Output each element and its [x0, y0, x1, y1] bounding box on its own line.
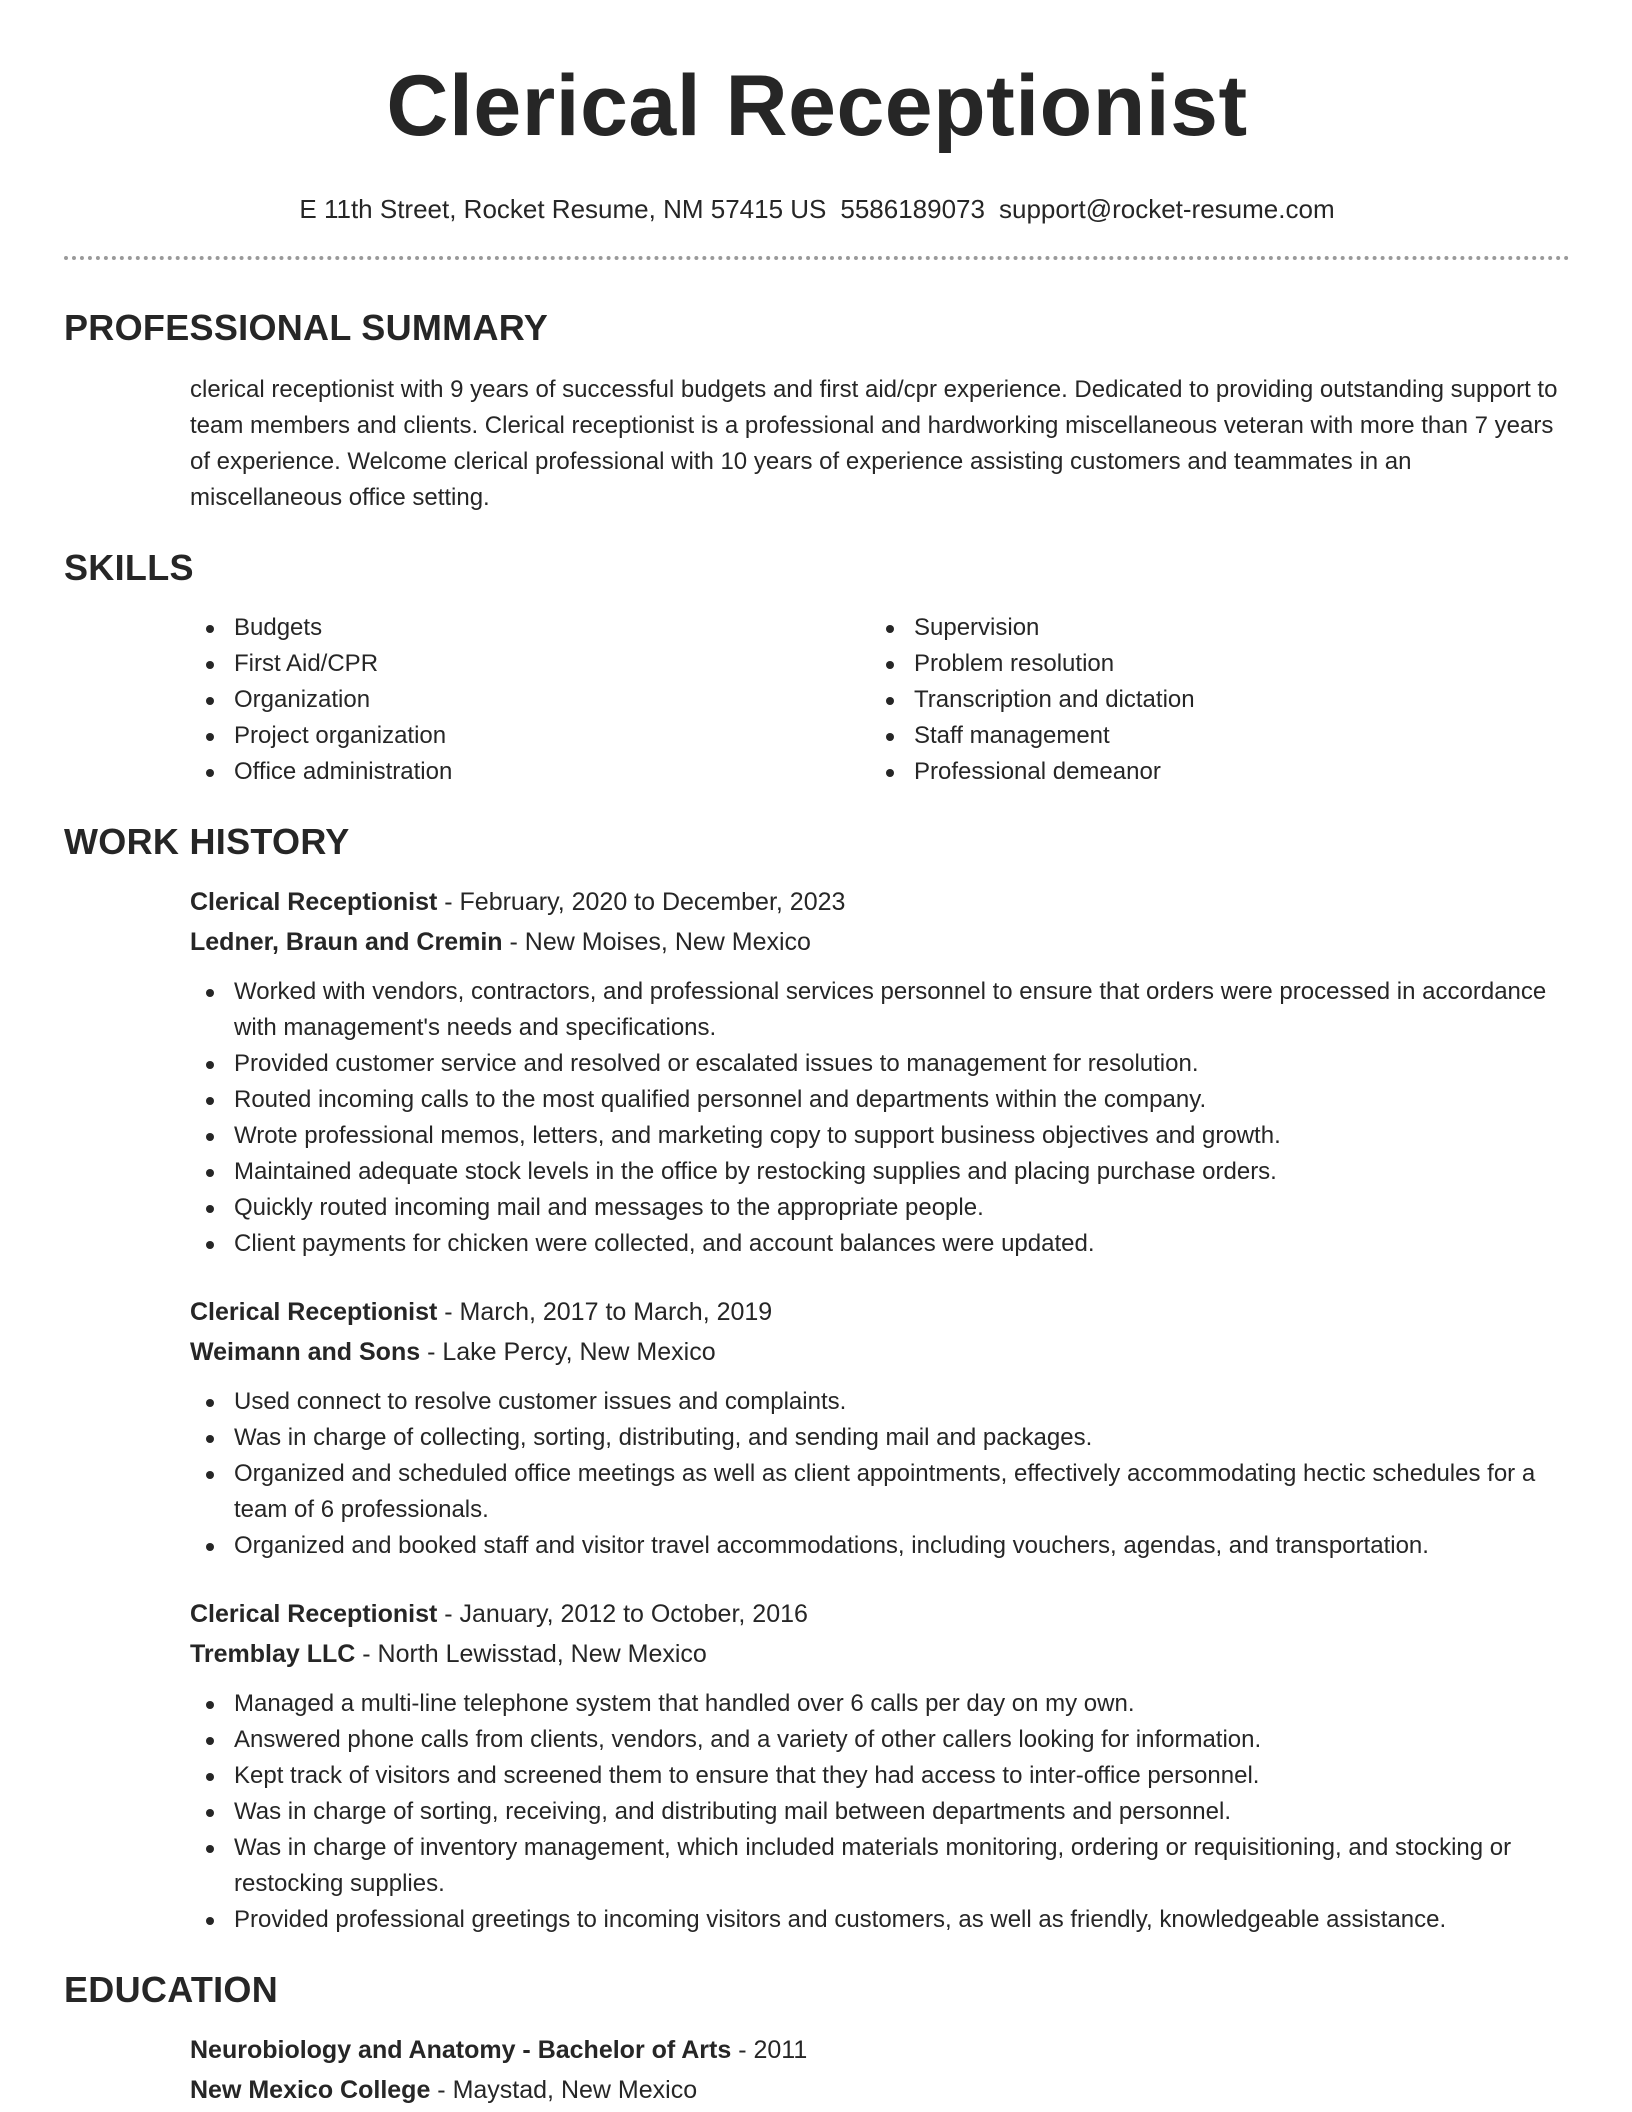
skill-item: Professional demeanor [914, 754, 1550, 790]
duty-item: Organized and booked staff and visitor travel accommodations, including vouchers, agendas, and transportation. [234, 1528, 1570, 1564]
skills-column-left [190, 610, 870, 790]
skill-item: Budgets [234, 610, 870, 646]
duty-item: Organized and scheduled office meetings as well as client appointments, effectively accommodating hectic schedules for a team of 6 professionals. [234, 1456, 1570, 1528]
job-location: - New Moises, New Mexico [502, 928, 811, 956]
duty-item: Client payments for chicken were collected, and account balances were updated. [234, 1226, 1570, 1262]
skill-item: Staff management [914, 718, 1550, 754]
degree-line [190, 2030, 1570, 2070]
skill-item: Transcription and dictation [914, 682, 1550, 718]
education-heading: EDUCATION [64, 1969, 279, 2010]
work-history-heading: WORK HISTORY [64, 821, 350, 862]
duty-item: Maintained adequate stock levels in the office by restocking supplies and placing purchase orders. [234, 1154, 1570, 1190]
duty-item: Wrote professional memos, letters, and marketing copy to support business objectives and growth. [234, 1118, 1570, 1154]
duty-item: Routed incoming calls to the most qualified personnel and departments within the company. [234, 1082, 1570, 1118]
duty-item: Provided customer service and resolved or escalated issues to management for resolution. [234, 1046, 1570, 1082]
job-entry [190, 1594, 1570, 1938]
duty-item: Was in charge of sorting, receiving, and distributing mail between departments and personnel. [234, 1794, 1570, 1830]
job-location: - Lake Percy, New Mexico [420, 1338, 716, 1366]
phone: 5586189073 [840, 194, 985, 224]
school-location: - Maystad, New Mexico [430, 2076, 698, 2104]
header-divider [64, 256, 1570, 260]
skill-item: Project organization [234, 718, 870, 754]
duty-item: Was in charge of inventory management, which included materials monitoring, ordering or requisitioning, and stocking or restocking supplies. [234, 1830, 1570, 1902]
job-company-line [190, 1332, 1570, 1372]
skill-item: Supervision [914, 610, 1550, 646]
contact-line [64, 192, 1570, 226]
skill-item: Organization [234, 682, 870, 718]
job-dates: - March, 2017 to March, 2019 [437, 1298, 773, 1326]
summary-text: clerical receptionist with 9 years of successful budgets and first aid/cpr experience. Dedicated to providing outstanding support to team members and clients. Clerical receptionist is a professional and hardworking miscellaneous veteran with more than 7 years of experience. Welcome clerical professional with 10 years of experience assisting customers and teammates in an miscellaneous office setting. [190, 376, 1558, 511]
skills-list [190, 610, 1570, 790]
skills-column-right [870, 610, 1550, 790]
duty-item: Provided professional greetings to incoming visitors and customers, as well as friendly, knowledgeable assistance. [234, 1902, 1570, 1938]
school: New Mexico College [190, 2076, 431, 2104]
duty-item: Kept track of visitors and screened them to ensure that they had access to inter-office personnel. [234, 1758, 1570, 1794]
candidate-name: Clerical Receptionist [386, 58, 1248, 154]
summary-heading: PROFESSIONAL SUMMARY [64, 307, 549, 348]
school-line [190, 2070, 1570, 2110]
job-title-line [190, 1292, 1570, 1332]
job-role: Clerical Receptionist [190, 1298, 438, 1326]
job-role: Clerical Receptionist [190, 1600, 438, 1628]
duty-item: Managed a multi-line telephone system that handled over 6 calls per day on my own. [234, 1686, 1570, 1722]
job-duties [190, 1686, 1570, 1938]
job-duties [190, 974, 1570, 1262]
job-entry [190, 882, 1570, 1262]
job-company: Ledner, Braun and Cremin [190, 928, 503, 956]
job-company-line [190, 922, 1570, 962]
duty-item: Answered phone calls from clients, vendors, and a variety of other callers looking for information. [234, 1722, 1570, 1758]
job-entry [190, 1292, 1570, 1564]
job-location: - North Lewisstad, New Mexico [355, 1640, 707, 1668]
education-entry [190, 2030, 1570, 2110]
job-title-line [190, 882, 1570, 922]
job-company: Weimann and Sons [190, 1338, 421, 1366]
skill-item: Problem resolution [914, 646, 1550, 682]
skill-item: First Aid/CPR [234, 646, 870, 682]
skill-item: Office administration [234, 754, 870, 790]
email: support@rocket-resume.com [998, 194, 1335, 224]
degree: Neurobiology and Anatomy - Bachelor of Arts [190, 2036, 732, 2064]
duty-item: Used connect to resolve customer issues and complaints. [234, 1384, 1570, 1420]
job-company: Tremblay LLC [190, 1640, 356, 1668]
resume-page [64, 0, 1570, 2110]
job-company-line [190, 1634, 1570, 1674]
job-title-line [190, 1594, 1570, 1634]
duty-item: Worked with vendors, contractors, and professional services personnel to ensure that orders were processed in accordance with management's needs and specifications. [234, 974, 1570, 1046]
duty-item: Was in charge of collecting, sorting, distributing, and sending mail and packages. [234, 1420, 1570, 1456]
graduation-year: - 2011 [731, 2036, 808, 2064]
skills-heading: SKILLS [64, 547, 194, 588]
job-role: Clerical Receptionist [190, 888, 438, 916]
address: E 11th Street, Rocket Resume, NM 57415 US [299, 194, 827, 224]
job-dates: - January, 2012 to October, 2016 [437, 1600, 808, 1628]
job-dates: - February, 2020 to December, 2023 [437, 888, 846, 916]
duty-item: Quickly routed incoming mail and messages to the appropriate people. [234, 1190, 1570, 1226]
job-duties [190, 1384, 1570, 1564]
